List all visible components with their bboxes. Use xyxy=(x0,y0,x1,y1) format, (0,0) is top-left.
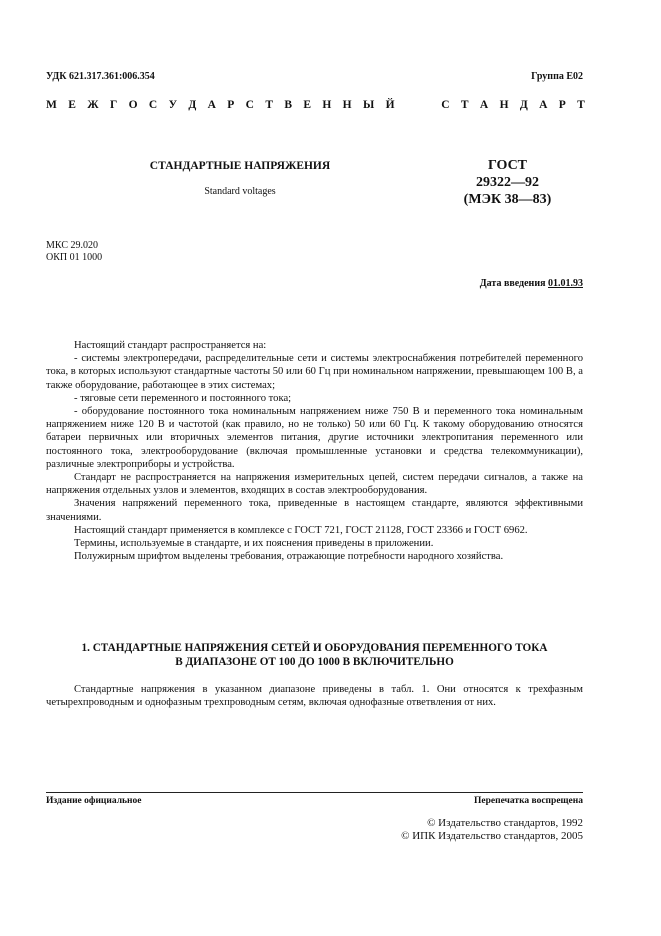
intro-paragraph: Стандарт не распространяется на напряжения измерительных цепей, систем передачи сигналов, а также на напряжения отдельных узлов и элементов, входящих в состав электрооборудования. xyxy=(46,472,583,497)
banner-letter: С xyxy=(148,99,158,111)
banner-letter: У xyxy=(168,99,178,111)
intro-paragraph: Настоящий стандарт применяется в комплексе с ГОСТ 721, ГОСТ 21128, ГОСТ 23366 и ГОСТ 6962. xyxy=(74,524,528,536)
banner-letter: Н xyxy=(499,99,509,111)
effective-date xyxy=(480,278,583,289)
banner-letter: Д xyxy=(519,99,528,111)
banner-letter: Й xyxy=(385,99,395,111)
banner-letter: А xyxy=(207,99,216,111)
date-label: Дата введения xyxy=(479,278,546,289)
banner-letter: Е xyxy=(68,99,76,111)
banner-letter: С xyxy=(245,99,254,111)
footer-divider xyxy=(46,792,583,793)
group-code: Группа Е02 xyxy=(531,71,583,82)
banner-letter: Н xyxy=(322,99,332,111)
intro-paragraph: Термины, используемые в стандарте, и их пояснения приведены в приложении. xyxy=(74,538,434,550)
banner-letter: Ы xyxy=(362,99,375,111)
section-1-heading xyxy=(46,641,583,669)
intro-paragraph: - оборудование постоянного тока номинальным напряжением ниже 750 В и переменного тока номинальным напряжением ниже 120 В и частотой (как правило, но не только) 50 или 60 Гц. К такому оборудованию относятся батареи первичных или вторичных элементов питания, другие источники электропитания переменного или постоянного тока, электрооборудование (включая промышленные установки и средства телекоммуникации), различные электроприборы и устройства. xyxy=(46,406,583,470)
banner-letter: О xyxy=(128,99,138,111)
banner-letter: А xyxy=(479,99,489,111)
intro-paragraph: - тяговые сети переменного и постоянного тока; xyxy=(74,392,292,404)
mks-code: МКС 29.020 xyxy=(46,240,98,251)
section-1-text xyxy=(46,683,583,709)
banner-letter: Р xyxy=(558,99,566,111)
banner-letter: Г xyxy=(109,99,118,111)
standard-title-en: Standard voltages xyxy=(204,186,276,197)
intro-paragraph: Полужирным шрифтом выделены требования, отражающие потребности народного хозяйства. xyxy=(74,551,504,563)
reprint-prohibited-label: Перепечатка воспрещена xyxy=(473,796,583,806)
intro-text xyxy=(46,339,583,563)
banner-letter: Н xyxy=(342,99,352,111)
section-1-paragraph: Стандартные напряжения в указанном диапазоне приведены в табл. 1. Они относятся к трехфазным четырехпроводным и однофазным трехпроводным сетям, включая однофазные ответвления от них. xyxy=(46,684,583,709)
gost-designation xyxy=(445,157,570,208)
intro-paragraph: - системы электропередачи, распределительные сети и системы электроснабжения потребителей переменного тока, в которых используют стандартные частоты 50 или 60 Гц при номинальном напряжении, превышающем 100 В, а также оборудование, работающее в этих системах; xyxy=(46,353,583,391)
copyright-block xyxy=(401,817,583,843)
copyright-line: © ИПК Издательство стандартов, 2005 xyxy=(401,830,583,842)
banner-letter: А xyxy=(539,99,548,111)
gost-label: ГОСТ xyxy=(487,158,528,173)
interstate-standard-banner xyxy=(46,99,585,111)
official-edition-label: Издание официальное xyxy=(46,796,142,806)
banner-word-gap xyxy=(406,99,430,111)
banner-letter: Р xyxy=(227,99,235,111)
standard-title-ru: СТАНДАРТНЫЕ НАПРЯЖЕНИЯ xyxy=(149,160,331,172)
banner-letter: Е xyxy=(303,99,312,111)
section-1-heading-line: 1. СТАНДАРТНЫЕ НАПРЯЖЕНИЯ СЕТЕЙ И ОБОРУДОВАНИЯ ПЕРЕМЕННОГО ТОКА xyxy=(81,642,548,654)
banner-letter: Т xyxy=(460,99,469,111)
section-1-heading-line: В ДИАПАЗОНЕ ОТ 100 ДО 1000 В ВКЛЮЧИТЕЛЬНО xyxy=(175,656,454,668)
date-value: 01.01.93 xyxy=(548,278,583,289)
banner-letter: Т xyxy=(265,99,273,111)
banner-letter: Т xyxy=(577,99,585,111)
gost-number: 29322—92 xyxy=(476,175,539,190)
banner-letter: М xyxy=(46,99,57,111)
banner-letter: Д xyxy=(188,99,197,111)
udk-code: УДК 621.317.361:006.354 xyxy=(46,71,155,82)
okp-code: ОКП 01 1000 xyxy=(46,252,103,263)
banner-letter: С xyxy=(441,99,450,111)
intro-paragraph: Настоящий стандарт распространяется на: xyxy=(74,340,267,351)
iec-number: (МЭК 38—83) xyxy=(463,192,552,207)
intro-paragraph: Значения напряжений переменного тока, приведенные в настоящем стандарте, являются эффективными значениями. xyxy=(46,498,583,523)
classification-codes xyxy=(46,240,102,264)
banner-letter: В xyxy=(284,99,292,111)
copyright-line: © Издательство стандартов, 1992 xyxy=(427,817,583,829)
banner-letter: Ж xyxy=(87,99,99,111)
